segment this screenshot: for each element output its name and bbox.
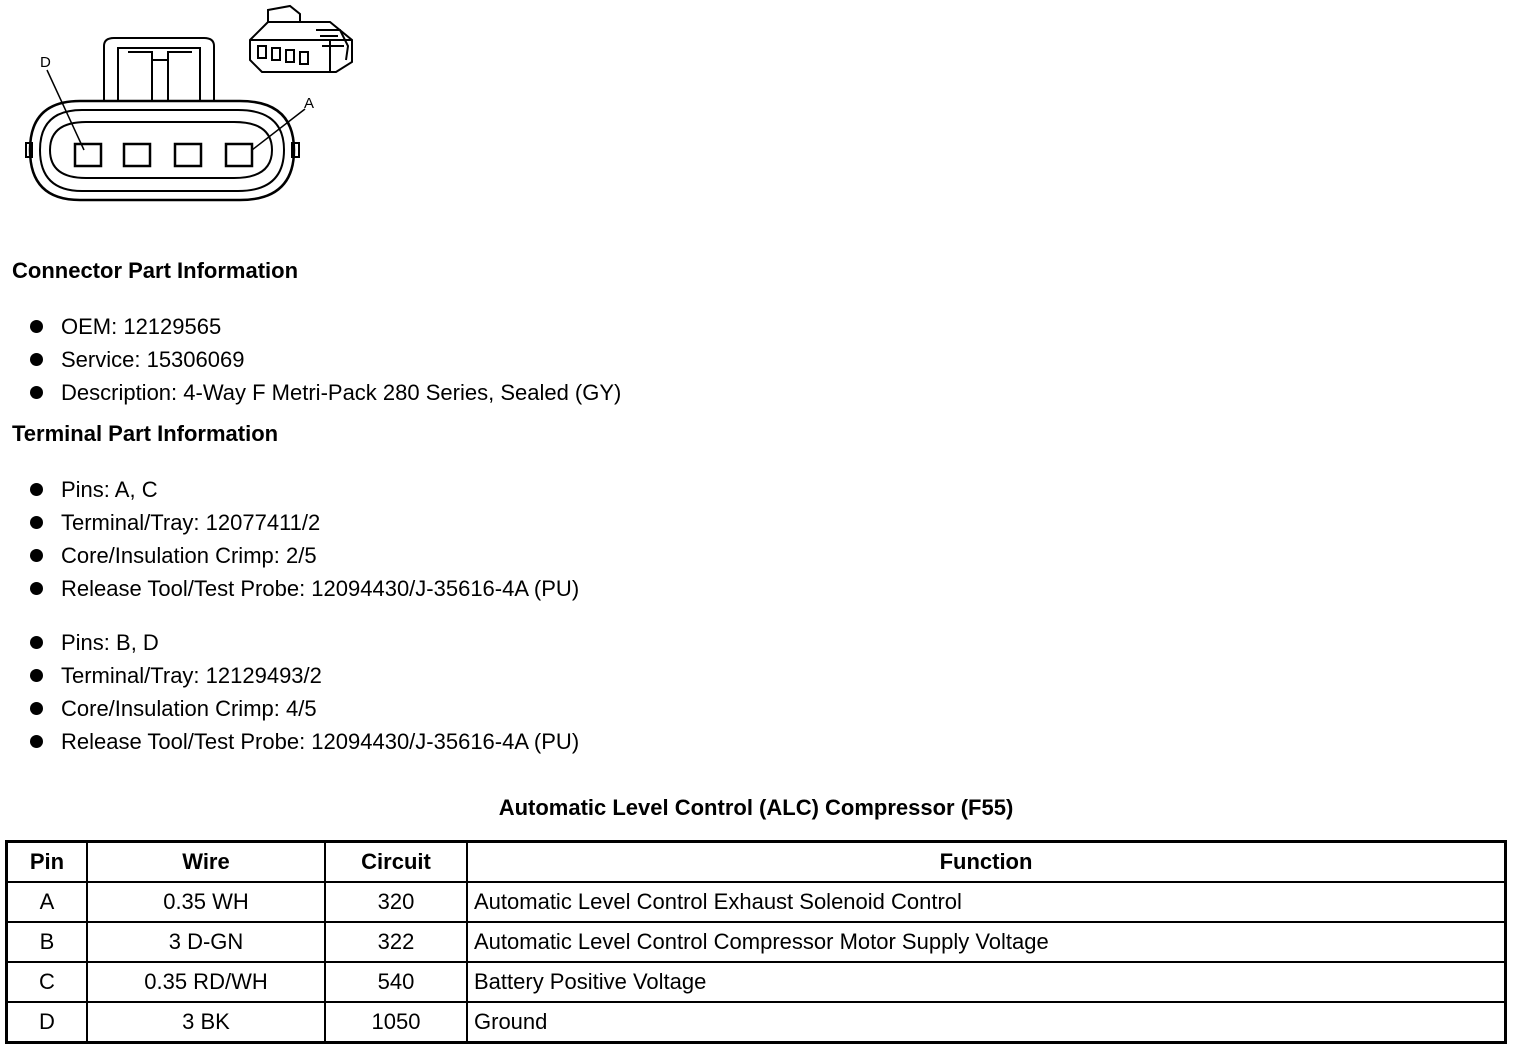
terminal-info-heading: Terminal Part Information [12, 421, 279, 446]
list-item [30, 725, 579, 758]
cell-circuit: 322 [325, 922, 467, 962]
pin-label-d: D [40, 54, 51, 71]
cell-circuit: 1050 [325, 1002, 467, 1043]
table-header-row [7, 842, 1506, 883]
list-item-text: Description: 4-Way F Metri-Pack 280 Series, Sealed (GY) [61, 380, 622, 405]
list-item-text: Release Tool/Test Probe: 12094430/J-35616-4A (PU) [61, 729, 580, 754]
cell-pin: A [7, 882, 88, 922]
pin-label-a: A [304, 95, 315, 112]
cell-circuit: 540 [325, 962, 467, 1002]
list-item [30, 473, 579, 506]
list-item [30, 659, 579, 692]
table-row [7, 962, 1506, 1002]
list-item-text: Service: 15306069 [61, 347, 245, 372]
terminal-info-list-1 [30, 473, 579, 605]
cell-function: Automatic Level Control Compressor Motor Supply Voltage [467, 922, 1506, 962]
cell-function: Automatic Level Control Exhaust Solenoid Control [467, 882, 1506, 922]
list-item [30, 539, 579, 572]
list-item [30, 692, 579, 725]
list-item-text: OEM: 12129565 [61, 314, 222, 339]
list-item-text: Pins: A, C [61, 477, 158, 502]
bullet-icon [30, 483, 43, 496]
list-item-text: Terminal/Tray: 12129493/2 [61, 663, 322, 688]
table-title: Automatic Level Control (ALC) Compressor (F55) [498, 795, 1014, 820]
list-item [30, 376, 621, 409]
cell-pin: B [7, 922, 88, 962]
list-item [30, 626, 579, 659]
list-item [30, 506, 579, 539]
bullet-icon [30, 702, 43, 715]
list-item-text: Terminal/Tray: 12077411/2 [61, 510, 321, 535]
header-pin: Pin [7, 842, 88, 883]
pinout-table [5, 840, 1507, 1044]
bullet-icon [30, 320, 43, 333]
cell-pin: C [7, 962, 88, 1002]
header-function: Function [467, 842, 1506, 883]
cell-wire: 0.35 RD/WH [87, 962, 325, 1002]
connector-info-list [30, 310, 621, 409]
list-item-text: Core/Insulation Crimp: 4/5 [61, 696, 317, 721]
list-item-text: Release Tool/Test Probe: 12094430/J-35616-4A (PU) [61, 576, 580, 601]
bullet-icon [30, 735, 43, 748]
list-item-text: Core/Insulation Crimp: 2/5 [61, 543, 317, 568]
bullet-icon [30, 582, 43, 595]
connector-diagram [0, 0, 380, 215]
list-item [30, 343, 621, 376]
cell-circuit: 320 [325, 882, 467, 922]
header-wire: Wire [87, 842, 325, 883]
bullet-icon [30, 549, 43, 562]
list-item [30, 572, 579, 605]
bullet-icon [30, 353, 43, 366]
bullet-icon [30, 636, 43, 649]
cell-wire: 3 D-GN [87, 922, 325, 962]
terminal-info-list-2 [30, 626, 579, 758]
cell-function: Ground [467, 1002, 1506, 1043]
bullet-icon [30, 386, 43, 399]
header-circuit: Circuit [325, 842, 467, 883]
cell-pin: D [7, 1002, 88, 1043]
table-row [7, 1002, 1506, 1043]
table-row [7, 882, 1506, 922]
cell-function: Battery Positive Voltage [467, 962, 1506, 1002]
bullet-icon [30, 669, 43, 682]
table-row [7, 922, 1506, 962]
bullet-icon [30, 516, 43, 529]
connector-info-heading: Connector Part Information [12, 258, 299, 283]
list-item-text: Pins: B, D [61, 630, 159, 655]
cell-wire: 0.35 WH [87, 882, 325, 922]
list-item [30, 310, 621, 343]
cell-wire: 3 BK [87, 1002, 325, 1043]
